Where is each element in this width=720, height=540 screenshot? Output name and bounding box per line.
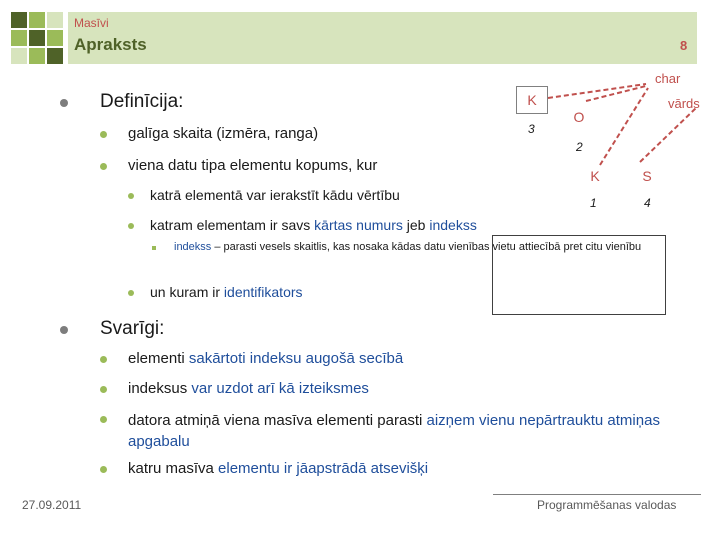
- text-fragment: katram elementam ir savs: [150, 217, 315, 233]
- text-fragment: un kuram ir: [150, 284, 224, 300]
- text-fragment: indeksus: [128, 380, 192, 397]
- definition-item: viena datu tipa elementu kopums, kur: [128, 157, 378, 174]
- diagram-index: 4: [644, 196, 651, 210]
- diagram-label-char: char: [655, 71, 681, 86]
- diagram-box-o: O: [573, 109, 585, 125]
- highlight-text: var uzdot arī kā izteiksmes: [191, 380, 369, 397]
- text-fragment: elementi: [128, 350, 189, 367]
- definition-subitem: katrā elementā var ierakstīt kādu vērtību: [150, 187, 400, 203]
- diagram-index: 1: [590, 196, 597, 210]
- text-fragment: datora atmiņā viena masīva elementi parasti: [128, 412, 427, 429]
- breadcrumb: Masīvi: [74, 16, 109, 30]
- footer-divider: [493, 494, 701, 495]
- footer-course: Programmēšanas valodas: [537, 498, 677, 512]
- footer-date: 27.09.2011: [22, 498, 82, 512]
- text-fragment: katru masīva: [128, 460, 219, 477]
- important-heading: Svarīgi:: [100, 318, 165, 339]
- text-fragment: jeb: [402, 217, 430, 233]
- highlight-text: indekss: [429, 217, 477, 233]
- connector-line: [640, 108, 696, 162]
- diagram-box-k: K: [516, 86, 548, 114]
- highlight-text: sakārtoti indeksu augošā secībā: [188, 350, 404, 367]
- text-fragment: – parasti vesels skaitlis, kas nosaka kādas datu vienības vietu attiecībā pret citu vienību: [211, 241, 642, 253]
- diagram-label-vards: vārds: [668, 96, 700, 111]
- diagram-index: 3: [528, 122, 535, 136]
- highlight-text: aizņem vienu nepārtrauktu atmiņas apgabalu: [128, 412, 660, 450]
- highlight-text: kārtas numurs: [314, 217, 403, 233]
- highlight-text: identifikators: [223, 284, 303, 300]
- diagram-box-k-bottom: K: [590, 168, 600, 184]
- highlight-text: indekss: [174, 241, 212, 253]
- diagram-index: 2: [576, 140, 583, 154]
- page-title: Apraksts: [74, 35, 147, 54]
- connector-line: [600, 88, 648, 165]
- diagram-box-s: S: [642, 168, 652, 184]
- definition-item: galīga skaita (izmēra, ranga): [128, 125, 319, 142]
- highlight-text: elementu ir jāapstrādā atsevišķi: [218, 460, 429, 477]
- page-number: 8: [680, 38, 688, 53]
- connector-line: [548, 84, 646, 98]
- definition-heading: Definīcija:: [100, 91, 184, 112]
